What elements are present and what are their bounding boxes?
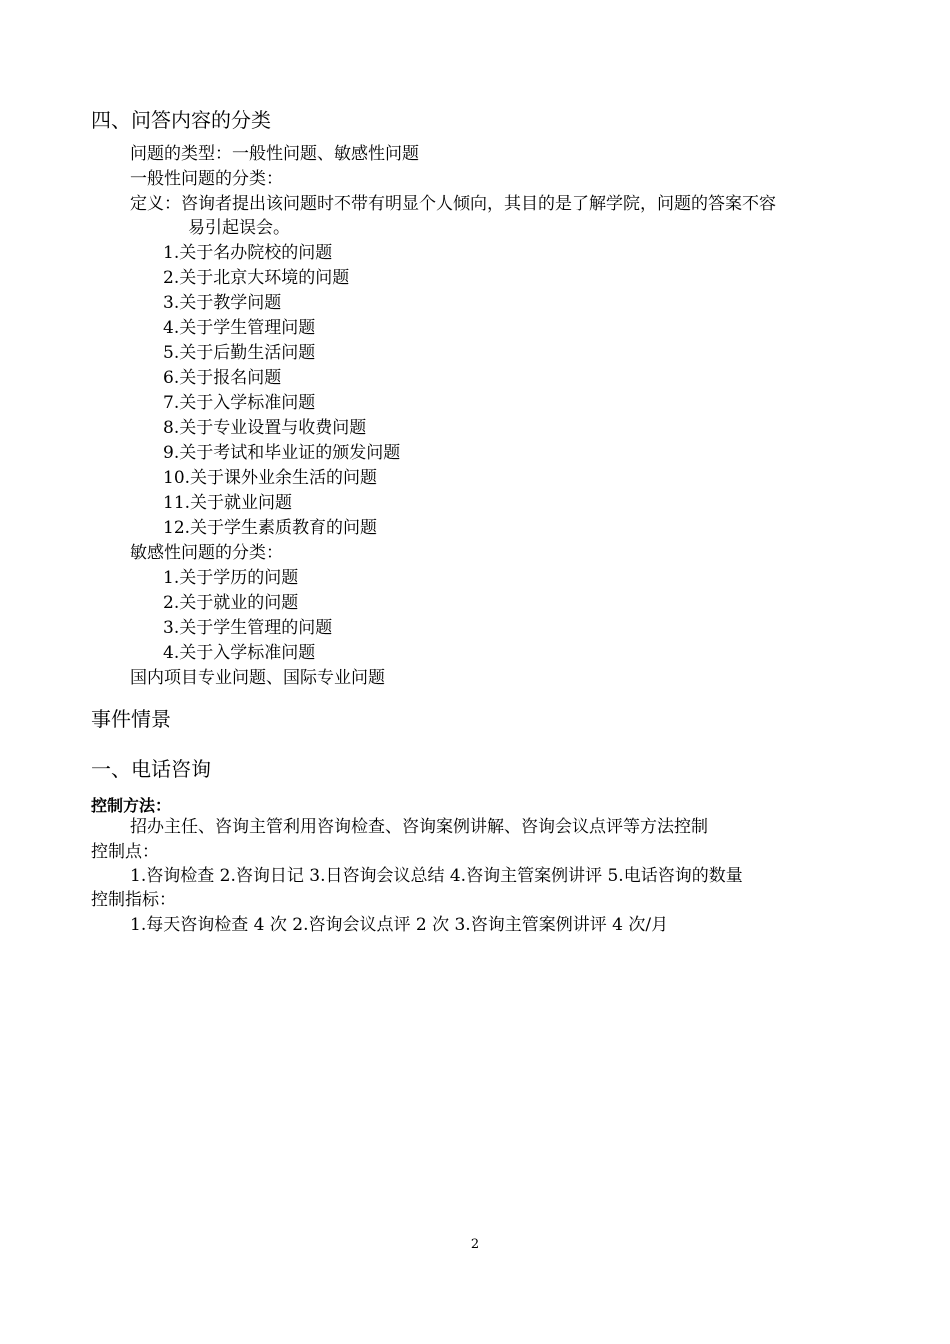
sensitive-item: 4.关于入学标准问题 xyxy=(163,643,316,663)
definition-line-1: 定义：咨询者提出该问题时不带有明显个人倾向，其目的是了解学院，问题的答案不容 xyxy=(130,194,776,214)
sensitive-questions-title: 敏感性问题的分类： xyxy=(130,543,283,563)
general-item: 10.关于课外业余生活的问题 xyxy=(163,468,378,488)
control-method-text: 招办主任、咨询主管利用咨询检查、咨询案例讲解、咨询会议点评等方法控制 xyxy=(130,817,708,837)
general-item: 7.关于入学标准问题 xyxy=(163,393,316,413)
general-item: 2.关于北京大环境的问题 xyxy=(163,268,350,288)
control-indicators-title: 控制指标： xyxy=(91,890,176,910)
general-item: 3.关于教学问题 xyxy=(163,293,282,313)
sensitive-item: 2.关于就业的问题 xyxy=(163,593,299,613)
page-number: 2 xyxy=(470,1237,480,1252)
section-heading-qa-classification: 四、问答内容的分类 xyxy=(91,108,271,132)
domestic-international-line: 国内项目专业问题、国际专业问题 xyxy=(130,668,385,688)
general-item: 1.关于名办院校的问题 xyxy=(163,243,333,263)
section-heading-events: 事件情景 xyxy=(91,707,171,731)
general-item: 12.关于学生素质教育的问题 xyxy=(163,518,378,538)
control-indicators-text: 1.每天咨询检查 4 次 2.咨询会议点评 2 次 3.咨询主管案例讲评 4 次/月 xyxy=(130,915,669,935)
general-item: 5.关于后勤生活问题 xyxy=(163,343,316,363)
control-points-title: 控制点： xyxy=(91,842,159,862)
general-item: 9.关于考试和毕业证的颁发问题 xyxy=(163,443,401,463)
definition-paragraph xyxy=(130,192,870,240)
control-method-title: 控制方法： xyxy=(91,796,172,815)
general-item: 4.关于学生管理问题 xyxy=(163,318,316,338)
sensitive-item: 3.关于学生管理的问题 xyxy=(163,618,333,638)
section-heading-phone-consult: 一、电话咨询 xyxy=(91,757,211,781)
question-types: 问题的类型：一般性问题、敏感性问题 xyxy=(130,144,419,164)
general-item: 8.关于专业设置与收费问题 xyxy=(163,418,367,438)
definition-line-2: 易引起误会。 xyxy=(188,218,290,238)
general-item: 6.关于报名问题 xyxy=(163,368,282,388)
general-questions-title: 一般性问题的分类： xyxy=(130,169,283,189)
control-points-text: 1.咨询检查 2.咨询日记 3.日咨询会议总结 4.咨询主管案例讲评 5.电话咨询的数量 xyxy=(130,866,743,886)
sensitive-item: 1.关于学历的问题 xyxy=(163,568,299,588)
general-item: 11.关于就业问题 xyxy=(163,493,293,513)
